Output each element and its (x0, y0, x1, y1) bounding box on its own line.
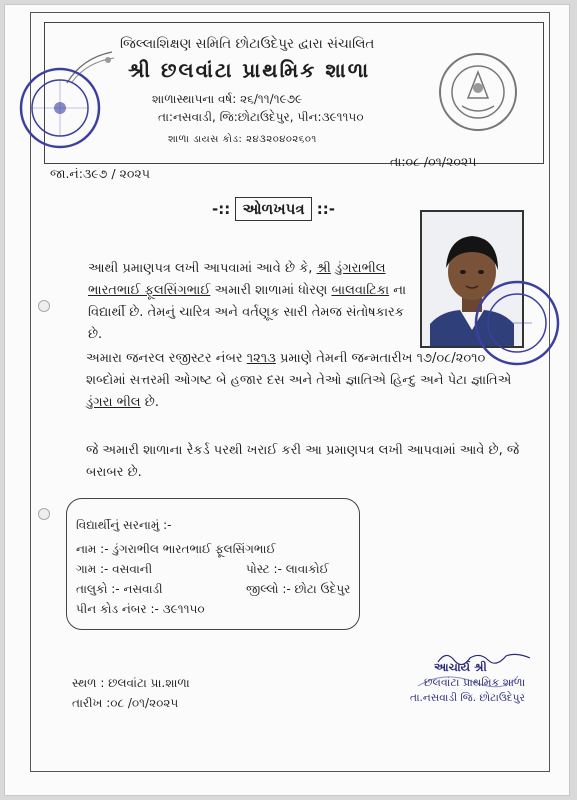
paragraph-verification: જે અમારી શાળાના રેકર્ડ પરથી ખરાઈ કરી આ પ્રમાણપત્ર લખી આપવામાં આવે છે, જે બરાબર છે. (86, 443, 520, 480)
para1-suffix: ના વિદ્યાર્થી છે. તેમનું ચારિત્ર અને વર્તણૂક સારી તેમજ સંતોષકારક છે. (88, 283, 407, 342)
address-taluka: તાલુકો :- નસવાડી (76, 582, 163, 596)
principal-school-name: છલવાંટા પ્રાથમિક શાળા (424, 676, 526, 689)
sub-caste: ડુંગરા ભીલ (86, 395, 141, 410)
certificate-title (212, 200, 335, 218)
title-left-marker: -:: (212, 200, 231, 218)
address-post: પોસ્ટ :- લાવાકોઈ (246, 562, 329, 576)
punch-hole (38, 300, 50, 312)
address-district: જીલ્લો :- છોટા ઉદેપુર (246, 582, 351, 596)
committee-line: જિલ્લાશિક્ષણ સમિતિ છોટાઉદેપુર દ્વારા સંચાલિત (120, 36, 375, 52)
signature-stamp-overlay (414, 668, 522, 690)
school-seal-left-stamp (18, 66, 102, 150)
address-heading: વિદ્યાર્થીનું સરનામું :- (76, 518, 172, 532)
shri-prefix: શ્રી (316, 261, 331, 276)
establishment-date: શાળાસ્થાપના વર્ષ: ૨૬/૧૧/૧૯૭૯ (152, 92, 303, 106)
paragraph-identity (88, 258, 418, 346)
bottom-date: તારીખ :૦૮ /૦૧/૨૦૨૫ (72, 696, 179, 710)
punch-hole (38, 508, 50, 520)
paragraph-register (86, 348, 526, 414)
title-right-marker: ::- (316, 200, 336, 218)
address-pincode: પીન કોડ નંબર :- ૩૯૧૧૫૦ (76, 602, 205, 616)
principal-address: તા.નસવાડી જિ. છોટાઉદેપુર (410, 692, 525, 704)
para1-mid: અમારી શાળામાં ધોરણ (214, 283, 328, 298)
address-village: ગામ :- વસવાની (76, 562, 153, 576)
issue-date: તા:૦૮ /૦૧/૨૦૨૫ (390, 154, 477, 169)
student-name: ડુંગરાભીલ ભારતભાઈ ફૂલસિંગભાઈ (88, 261, 386, 298)
title-text: ઓળખપત્ર (235, 197, 311, 221)
reference-number: જા.નં:૩૯૭ / ૨૦૨૫ (50, 166, 150, 181)
gr-number: ૧૨૧૩ (246, 351, 276, 366)
para2-suffix: છે. (144, 395, 159, 410)
para2-prefix: અમારા જનરલ રજીસ્ટર નંબર (86, 351, 243, 366)
school-name: શ્રી છલવાંટા પ્રાથમિક શાળા (128, 58, 371, 82)
school-address: તા:નસવાડી, જિ:છોટાઉદેપુર, પીન:૩૯૧૧૫૦ (158, 110, 364, 124)
dise-code: શાળા ડાયસ કોડ: ૨૪૩૨૦૪૦૨૬૦૧ (168, 134, 317, 145)
para1-prefix: આથી પ્રમાણપત્ર લખી આપવામાં આવે છે કે, (88, 261, 313, 276)
student-class: બાલવાટિકા (331, 283, 390, 298)
address-name: નામ :- ડુંગરાભીલ ભારતભાઈ ફૂલસિંગભાઈ (76, 542, 276, 556)
school-logo-right (436, 50, 520, 134)
place-line: સ્થળ : છલવાંટા પ્રા.શાળા (72, 676, 190, 690)
principal-title: આચાર્ય શ્રી (434, 660, 487, 674)
para2-mid: પ્રમાણે તેમની જન્મતારીખ ૧૭/૦૮/૨૦૧૦ શબ્દોમાં સત્તરમી ઓગષ્ટ બે હજાર દસ અને તેઓ જ્ઞાતિએ હિન્દુ અને પેટા જ્ઞાતિએ (86, 351, 512, 388)
